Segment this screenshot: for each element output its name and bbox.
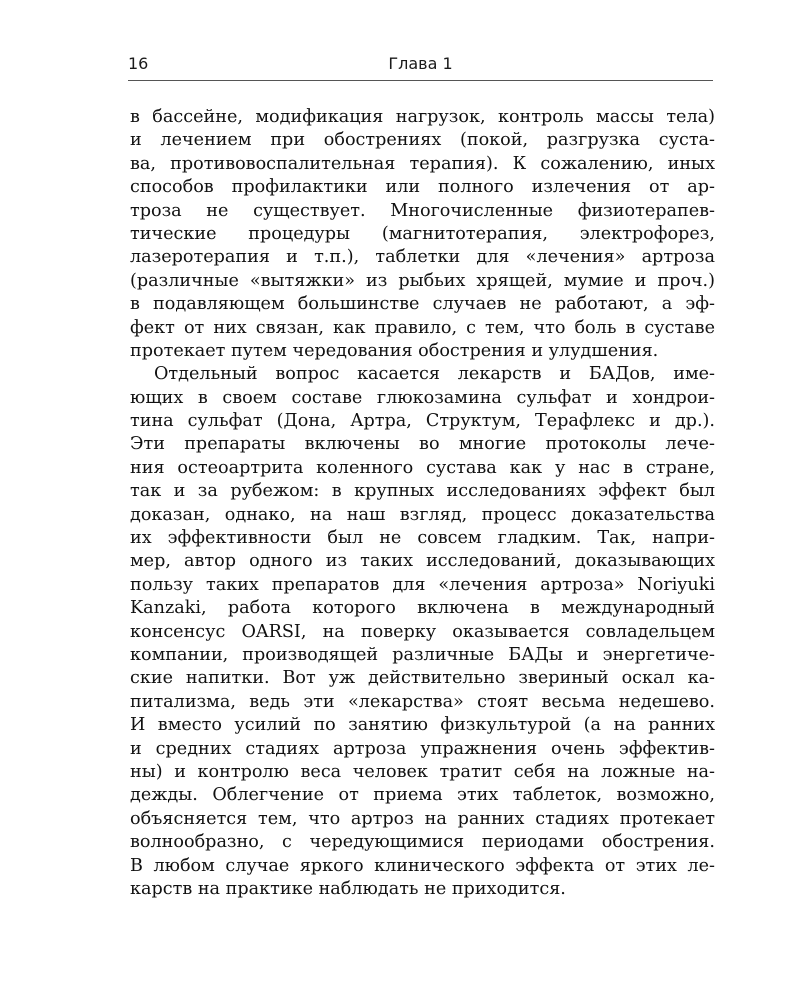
text-line: объясняется тем, что артроз на ранних стадиях протекает — [130, 808, 715, 829]
text-line: компании, производящей различные БАДы и энергетиче- — [130, 644, 715, 665]
text-line: ющих в своем составе глюкозамина сульфат и хондрои- — [130, 387, 715, 408]
text-line: лазеротерапия и т.п.), таблетки для «лечения» артроза — [130, 247, 715, 268]
text-line: ва, противовоспалительная терапия). К сожалению, иных — [130, 153, 715, 174]
text-line: мер, автор одного из таких исследований, доказывающих — [130, 551, 715, 572]
text-line: в подавляющем большинстве случаев не работают, а эф- — [130, 294, 715, 315]
text-line: (различные «вытяжки» из рыбьих хрящей, мумие и проч.) — [130, 270, 715, 291]
text-line: протекает путем чередования обострения и улудшения. — [130, 340, 659, 361]
text-line: И вместо усилий по занятию физкультурой (а на ранних — [130, 715, 715, 736]
header-rule — [128, 80, 713, 81]
text-line: так и за рубежом: в крупных исследованиях эффект был — [130, 481, 715, 502]
chapter-title: Глава 1 — [388, 54, 453, 73]
text-line: ния остеоартрита коленного сустава как у нас в стране, — [130, 457, 715, 478]
text-line: Отдельный вопрос касается лекарств и БАДов, име- — [154, 364, 715, 385]
body-text — [130, 106, 715, 901]
text-line: Kanzaki, работа которого включена в международный — [130, 598, 715, 619]
text-line: и лечением при обострениях (покой, разгрузка суста- — [130, 130, 715, 151]
text-line: тина сульфат (Дона, Артра, Структум, Терафлекс и др.). — [130, 411, 715, 432]
text-line: дежды. Облегчение от приема этих таблеток, возможно, — [130, 785, 715, 806]
running-head — [128, 52, 713, 76]
text-line: пользу таких препаратов для «лечения артроза» Noriyuki — [130, 574, 715, 595]
paragraph — [130, 106, 715, 363]
text-line: консенсус OARSI, на поверку оказывается совладельцем — [130, 621, 715, 642]
text-line: карств на практике наблюдать не приходится. — [130, 878, 566, 899]
text-line: троза не существует. Многочисленные физиотерапев- — [130, 200, 715, 221]
text-line: способов профилактики или полного излечения от ар- — [130, 177, 715, 198]
text-line: питализма, ведь эти «лекарства» стоят весьма недешево. — [130, 691, 715, 712]
text-line: ские напитки. Вот уж действительно звериный оскал ка- — [130, 668, 715, 689]
text-line: ны) и контролю веса человек тратит себя на ложные на- — [130, 761, 715, 782]
text-line: фект от них связан, как правило, с тем, что боль в суставе — [130, 317, 715, 338]
text-line: доказан, однако, на наш взгляд, процесс доказательства — [130, 504, 715, 525]
text-line: в бассейне, модификация нагрузок, контроль массы тела) — [130, 107, 715, 127]
text-line: волнообразно, с чередующимися периодами обострения. — [130, 832, 715, 853]
page-number: 16 — [128, 54, 149, 73]
text-line: тические процедуры (магнитотерапия, электрофорез, — [130, 223, 715, 244]
paragraph — [130, 363, 715, 901]
text-line: их эффективности был не совсем гладким. Так, напри- — [130, 528, 715, 549]
text-line: В любом случае яркого клинического эффекта от этих ле- — [130, 855, 715, 876]
text-line: и средних стадиях артроза упражнения очень эффектив- — [130, 738, 715, 759]
text-line: Эти препараты включены во многие протоколы лече- — [130, 434, 715, 455]
